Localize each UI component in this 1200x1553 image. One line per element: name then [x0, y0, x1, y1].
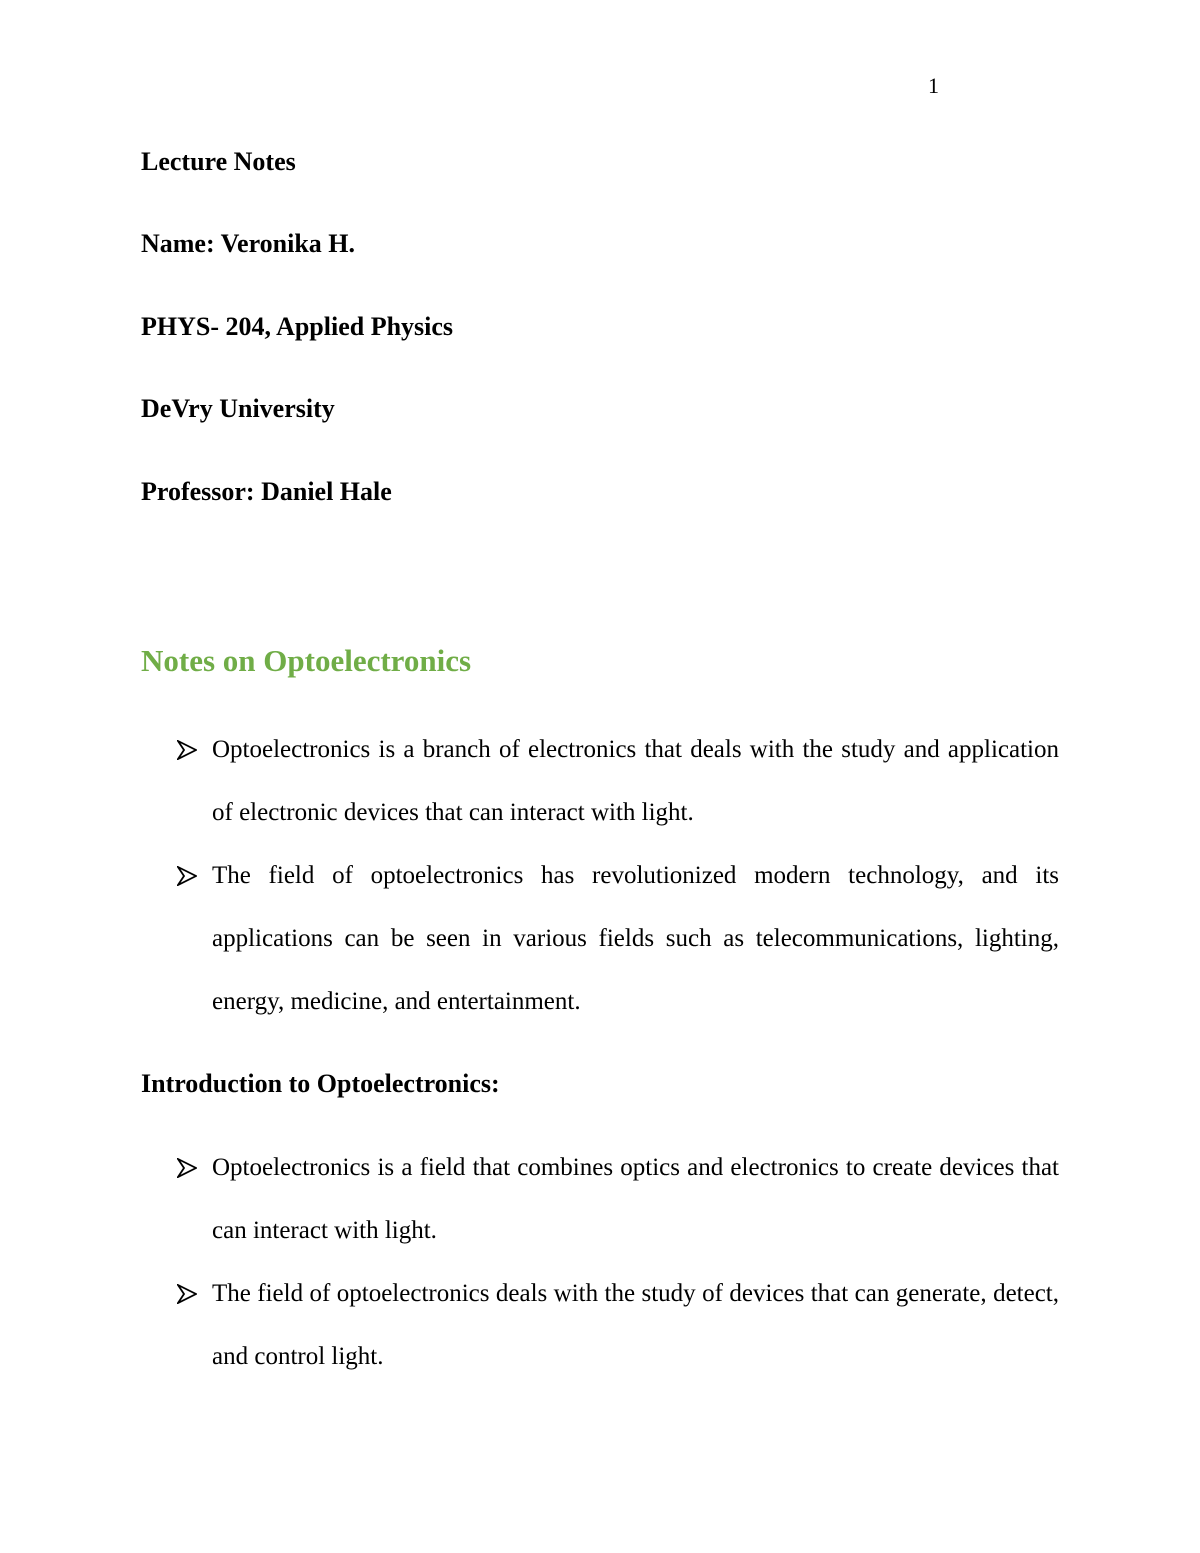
list-item [141, 844, 1059, 1033]
arrowhead-bullet-icon [177, 718, 199, 781]
list-item-text: Optoelectronics is a field that combines optics and electronics to create devices that can interact with light. [212, 1154, 1059, 1244]
list-item-text: The field of optoelectronics deals with the study of devices that can generate, detect, and control light. [212, 1280, 1059, 1370]
arrowhead-bullet-icon [177, 844, 199, 907]
list-item-text: The field of optoelectronics has revolutionized modern technology, and its applications can be seen in various fields such as telecommunications, lighting, energy, medicine, and entertainment. [212, 862, 1059, 1015]
document-type-label: Lecture Notes [141, 147, 296, 176]
course-name: PHYS- 204, Applied Physics [141, 312, 454, 341]
student-name: Name: Veronika H. [141, 229, 356, 258]
arrowhead-bullet-icon [177, 1262, 199, 1325]
professor-name: Professor: Daniel Hale [141, 477, 392, 506]
page-number: 1 [928, 73, 939, 98]
list-item-text: Optoelectronics is a branch of electronics that deals with the study and application of electronic devices that can interact with light. [212, 736, 1059, 826]
introduction-heading: Introduction to Optoelectronics: [141, 1069, 500, 1098]
optoelectronics-notes-list [141, 718, 1059, 1033]
arrowhead-bullet-icon [177, 1136, 199, 1199]
list-item [141, 1262, 1059, 1388]
section-title: Notes on Optoelectronics [141, 643, 472, 678]
introduction-list [141, 1136, 1059, 1388]
university-name: DeVry University [141, 394, 335, 423]
list-item [141, 1136, 1059, 1262]
list-item [141, 718, 1059, 844]
